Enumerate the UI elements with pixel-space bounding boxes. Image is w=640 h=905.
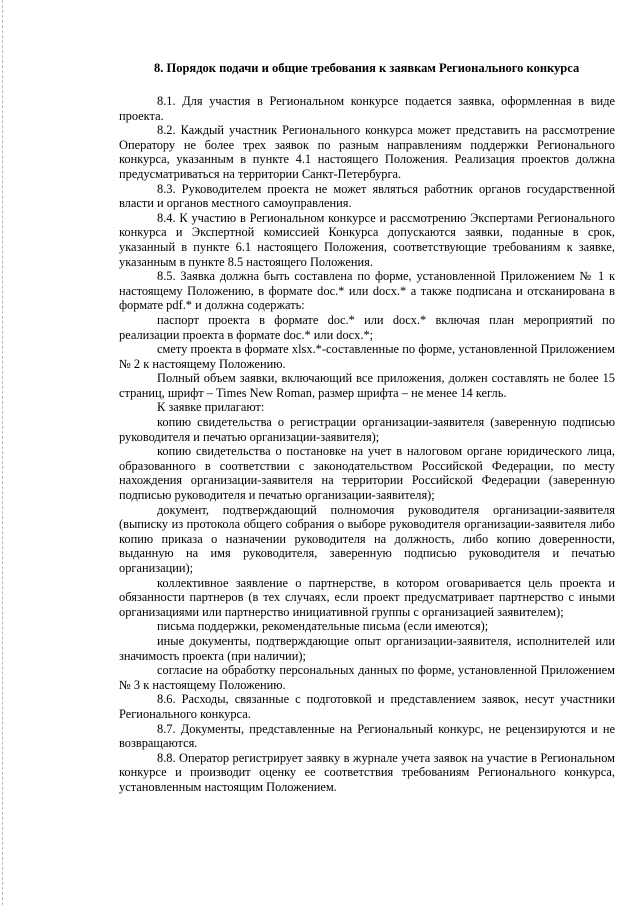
paragraph-8-2: 8.2. Каждый участник Регионального конкурса может представить на рассмотрение Оператору не более трех заявок по разным направлениям поддержки Регионального конкурса, указанным в пункте 4.1 настоящего Положения. Реализация проектов должна предусматриваться на территории Санкт-Петербурга. bbox=[119, 123, 615, 181]
list-item-estimate: смету проекта в формате xlsx.*-составленные по форме, установленной Приложением № 2 к настоящему Положению. bbox=[119, 342, 615, 371]
list-item-registration-certificate: копию свидетельства о регистрации организации-заявителя (заверенную подписью руководителя и печатью организации-заявителя); bbox=[119, 415, 615, 444]
document-body bbox=[119, 94, 615, 795]
scan-edge bbox=[2, 0, 3, 905]
document-page bbox=[119, 60, 615, 795]
paragraph-8-7: 8.7. Документы, представленные на Региональный конкурс, не рецензируются и не возвращаются. bbox=[119, 721, 615, 751]
list-item-other-documents: иные документы, подтверждающие опыт организации-заявителя, исполнителей или значимость проекта (при наличии); bbox=[119, 633, 615, 663]
section-title: 8. Порядок подачи и общие требования к заявкам Регионального конкурса bbox=[154, 61, 580, 75]
paragraph-8-1: 8.1. Для участия в Региональном конкурсе подается заявка, оформленная в виде проекта. bbox=[119, 94, 615, 123]
paragraph-8-4: 8.4. К участию в Региональном конкурсе и рассмотрению Экспертами Регионального конкурса и Экспертной комиссией Конкурса допускаются заявки, поданные в срок, указанный в пункте 6.1 настоящего Положения, соответствующие требованиям к заявке, указанным в пункте 8.5 настоящего Положения. bbox=[119, 210, 615, 269]
list-item-tax-certificate: копию свидетельства о постановке на учет в налоговом органе юридического лица, образованного в соответствии с законодательством Российской Федерации, по месту нахождения организации-заявителя на территории Российской Федерации (заверенную подписью руководителя и печатью организации-заявителя); bbox=[119, 444, 615, 503]
list-item-passport: паспорт проекта в формате doc.* или docx.* включая план мероприятий по реализации проекта в формате doc.* или docx.*; bbox=[119, 312, 615, 342]
paragraph-8-5: 8.5. Заявка должна быть составлена по форме, установленной Приложением № 1 к настоящему Положению, в формате doc.* или docx.* а также подписана и отсканирована в формате pdf.* и должна содержать: bbox=[119, 269, 615, 313]
list-item-partnership-statement: коллективное заявление о партнерстве, в котором оговаривается цель проекта и обязанности партнеров (в тех случаях, если проект предусматривает партнерство с иными организациями или партнерство инициативной группы с организацией заявителем); bbox=[119, 575, 615, 619]
list-item-support-letters: письма поддержки, рекомендательные письма (если имеются); bbox=[157, 619, 489, 634]
paragraph-8-6: 8.6. Расходы, связанные с подготовкой и представлением заявок, несут участники Регионального конкурса. bbox=[119, 692, 615, 721]
paragraph-8-3: 8.3. Руководителем проекта не может являться работник органов государственной власти и органов местного самоуправления. bbox=[119, 181, 615, 211]
paragraph-volume: Полный объем заявки, включающий все приложения, должен составлять не более 15 страниц, шрифт – Times New Roman, размер шрифта – не менее 14 кегль. bbox=[119, 371, 615, 400]
paragraph-attachments-intro: К заявке прилагают: bbox=[157, 400, 265, 415]
list-item-authority-document: документ, подтверждающий полномочия руководителя организации-заявителя (выписку из протокола общего собрания о выборе руководителя организации-заявителя либо копию приказа о назначении руководителя на должность, либо копию доверенности, выданную на имя руководителя, заверенную подписью руководителя и печатью организации); bbox=[119, 502, 615, 575]
list-item-personal-data-consent: согласие на обработку персональных данных по форме, установленной Приложением № 3 к настоящему Положению. bbox=[119, 663, 615, 692]
paragraph-8-8: 8.8. Оператор регистрирует заявку в журнале учета заявок на участие в Региональном конкурсе и производит оценку ее соответствия требованиям Регионального конкурса, установленным настоящим Положением. bbox=[119, 750, 615, 794]
